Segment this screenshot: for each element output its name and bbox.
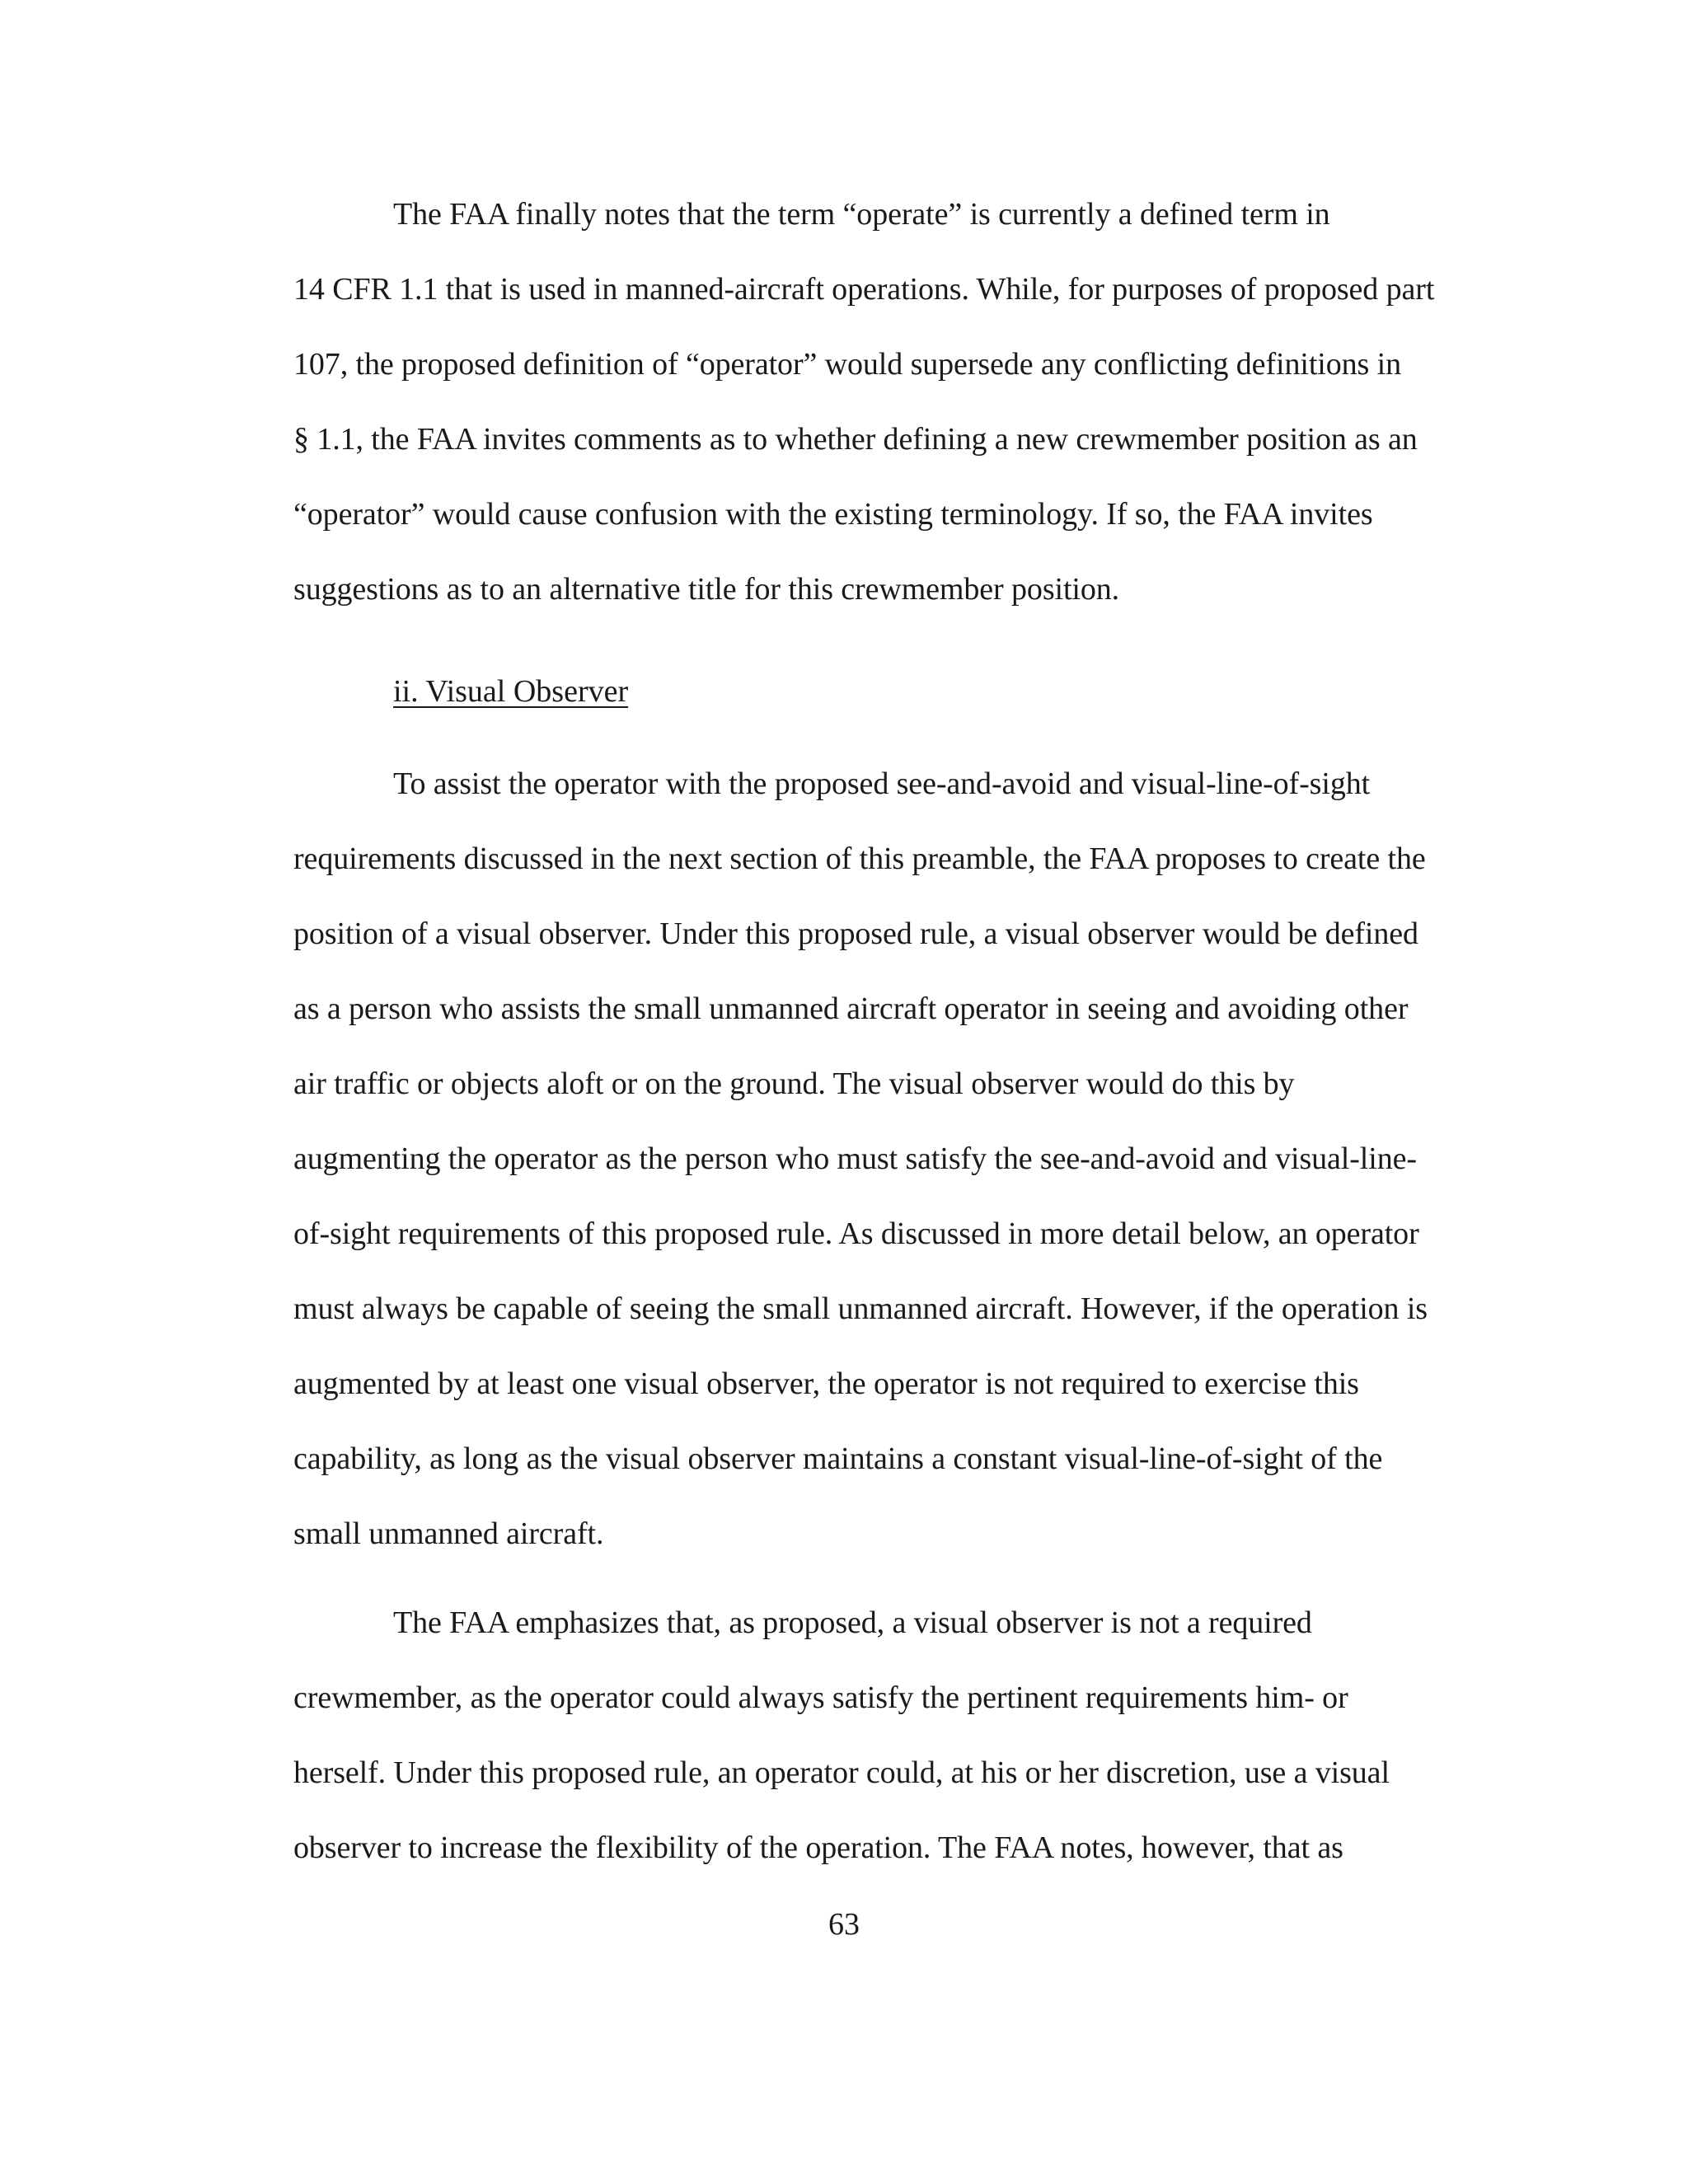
- paragraph-not-required: [293, 1586, 1505, 1886]
- paragraph-visual-observer: [293, 747, 1505, 1572]
- paragraph-line: of-sight requirements of this proposed rule. As discussed in more detail below, an operator: [293, 1216, 1419, 1251]
- paragraph-line: herself. Under this proposed rule, an operator could, at his or her discretion, use a visual: [293, 1755, 1390, 1790]
- paragraph-line: § 1.1, the FAA invites comments as to whether defining a new crewmember position as an: [293, 422, 1418, 457]
- paragraph-line: 14 CFR 1.1 that is used in manned-aircraft operations. While, for purposes of proposed part: [293, 272, 1435, 307]
- paragraph-operator-term: [293, 177, 1505, 627]
- paragraph-line: must always be capable of seeing the small unmanned aircraft. However, if the operation is: [293, 1291, 1428, 1326]
- paragraph-line: small unmanned aircraft.: [293, 1516, 604, 1551]
- paragraph-line: position of a visual observer. Under this proposed rule, a visual observer would be defined: [293, 916, 1418, 951]
- section-heading: ii. Visual Observer: [393, 674, 629, 709]
- paragraph-line: The FAA finally notes that the term “operate” is currently a defined term in: [393, 197, 1330, 232]
- paragraph-line: augmented by at least one visual observer, the operator is not required to exercise this: [293, 1366, 1359, 1401]
- page-number: 63: [828, 1907, 860, 1942]
- paragraph-line: suggestions as to an alternative title for this crewmember position.: [293, 572, 1120, 607]
- paragraph-line: capability, as long as the visual observer maintains a constant visual-line-of-sight of the: [293, 1441, 1383, 1476]
- paragraph-line: 107, the proposed definition of “operator” would supersede any conflicting definitions in: [293, 347, 1401, 382]
- paragraph-line: The FAA emphasizes that, as proposed, a visual observer is not a required: [393, 1605, 1312, 1640]
- paragraph-line: requirements discussed in the next section of this preamble, the FAA proposes to create the: [293, 841, 1426, 876]
- paragraph-line: crewmember, as the operator could always satisfy the pertinent requirements him- or: [293, 1680, 1348, 1715]
- paragraph-line: To assist the operator with the proposed see-and-avoid and visual-line-of-sight: [393, 766, 1371, 801]
- paragraph-line: augmenting the operator as the person who must satisfy the see-and-avoid and visual-line-: [293, 1141, 1417, 1176]
- paragraph-line: air traffic or objects aloft or on the ground. The visual observer would do this by: [293, 1066, 1295, 1101]
- paragraph-line: “operator” would cause confusion with the existing terminology. If so, the FAA invites: [293, 497, 1373, 532]
- paragraph-line: observer to increase the flexibility of the operation. The FAA notes, however, that as: [293, 1830, 1343, 1865]
- paragraph-line: as a person who assists the small unmanned aircraft operator in seeing and avoiding other: [293, 991, 1409, 1026]
